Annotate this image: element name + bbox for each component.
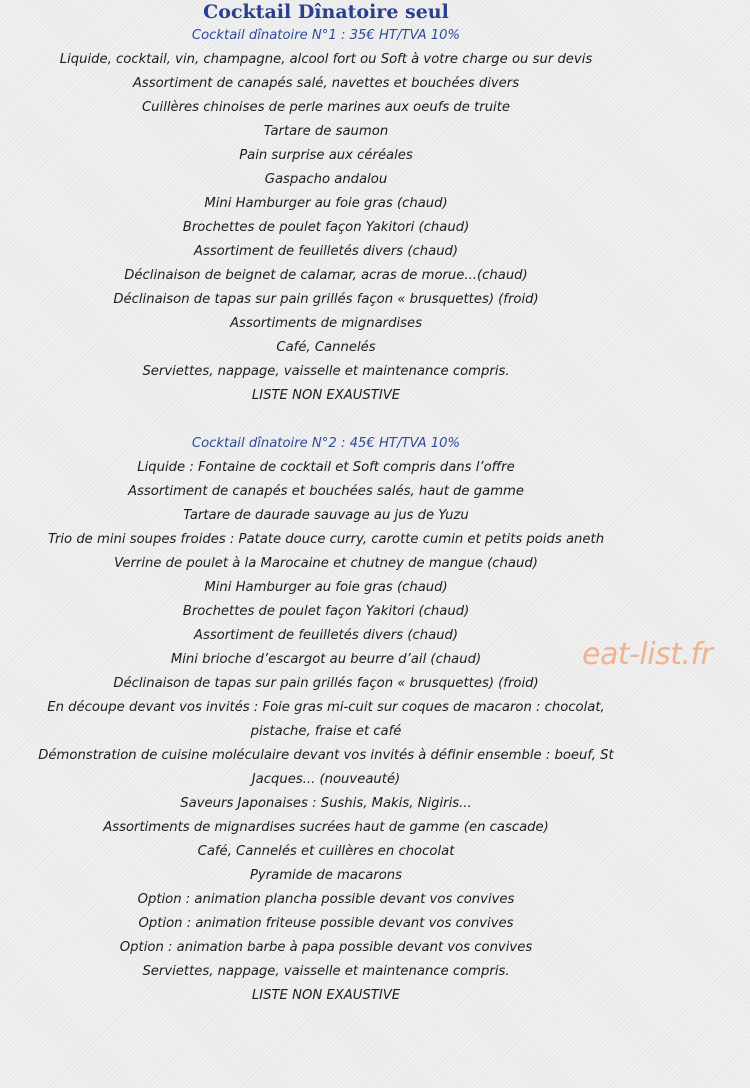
list-item: Assortiments de mignardises	[230, 316, 422, 331]
section-heading: Cocktail dînatoire N°1 : 35€ HT/TVA 10%	[191, 28, 461, 43]
menu-items-list	[0, 48, 652, 408]
list-item: Déclinaison de tapas sur pain grillés façon « brusquettes) (froid)	[113, 292, 539, 307]
list-item: Café, Cannelés	[276, 340, 376, 355]
list-item: Trio de mini soupes froides : Patate douce curry, carotte cumin et petits poids aneth	[47, 532, 605, 547]
list-item: Brochettes de poulet façon Yakitori (chaud)	[182, 604, 470, 619]
list-item: Mini brioche d’escargot au beurre d’ail (chaud)	[170, 652, 482, 667]
menu-items-list	[0, 456, 652, 1008]
section-heading: Cocktail dînatoire N°2 : 45€ HT/TVA 10%	[191, 436, 461, 451]
list-item: Assortiment de canapés et bouchées salés, haut de gamme	[127, 484, 524, 499]
list-item: Option : animation plancha possible devant vos convives	[137, 892, 515, 907]
list-item: Mini Hamburger au foie gras (chaud)	[204, 196, 448, 211]
list-item: Pain surprise aux céréales	[239, 148, 413, 163]
list-item: Pyramide de macarons	[249, 868, 403, 883]
list-item: Jacques... (nouveauté)	[251, 772, 401, 787]
list-item: Liquide : Fontaine de cocktail et Soft compris dans l’offre	[137, 460, 515, 475]
list-item: Brochettes de poulet façon Yakitori (chaud)	[182, 220, 470, 235]
list-item: Tartare de saumon	[263, 124, 389, 139]
section-cocktail-1	[0, 24, 652, 408]
list-item: Assortiment de canapés salé, navettes et bouchées divers	[132, 76, 520, 91]
list-item: En découpe devant vos invités : Foie gras mi-cuit sur coques de macaron : chocolat,	[47, 700, 605, 715]
list-item: Gaspacho andalou	[264, 172, 388, 187]
list-item: Serviettes, nappage, vaisselle et maintenance compris.	[142, 364, 510, 379]
list-item: Verrine de poulet à la Marocaine et chutney de mangue (chaud)	[114, 556, 538, 571]
list-item: Tartare de daurade sauvage au jus de Yuzu	[183, 508, 469, 523]
list-item: Assortiment de feuilletés divers (chaud)	[193, 244, 459, 259]
list-item: Assortiment de feuilletés divers (chaud)	[193, 628, 459, 643]
list-item: Serviettes, nappage, vaisselle et maintenance compris.	[142, 964, 510, 979]
watermark-text: eat-list.fr	[582, 637, 713, 672]
list-item: Cuillères chinoises de perle marines aux oeufs de truite	[141, 100, 511, 115]
list-item: Déclinaison de beignet de calamar, acras de morue...(chaud)	[124, 268, 528, 283]
list-item: Café, Cannelés et cuillères en chocolat	[197, 844, 455, 859]
section-cocktail-2	[0, 432, 652, 1008]
list-item: Liquide, cocktail, vin, champagne, alcool fort ou Soft à votre charge ou sur devis	[59, 52, 593, 67]
list-item: Mini Hamburger au foie gras (chaud)	[204, 580, 448, 595]
list-item: Assortiments de mignardises sucrées haut de gamme (en cascade)	[103, 820, 549, 835]
section-spacer	[0, 408, 652, 432]
list-item: Saveurs Japonaises : Sushis, Makis, Nigiris...	[180, 796, 472, 811]
list-item: Démonstration de cuisine moléculaire devant vos invités à définir ensemble : boeuf, St	[38, 748, 614, 763]
list-item: LISTE NON EXAUSTIVE	[251, 388, 401, 403]
list-item: pistache, fraise et café	[250, 724, 402, 739]
page-title: Cocktail Dînatoire seul	[203, 1, 449, 23]
list-item: Déclinaison de tapas sur pain grillés façon « brusquettes) (froid)	[113, 676, 539, 691]
list-item: Option : animation barbe à papa possible devant vos convives	[119, 940, 533, 955]
list-item: Option : animation friteuse possible devant vos convives	[138, 916, 514, 931]
list-item: LISTE NON EXAUSTIVE	[251, 988, 401, 1003]
